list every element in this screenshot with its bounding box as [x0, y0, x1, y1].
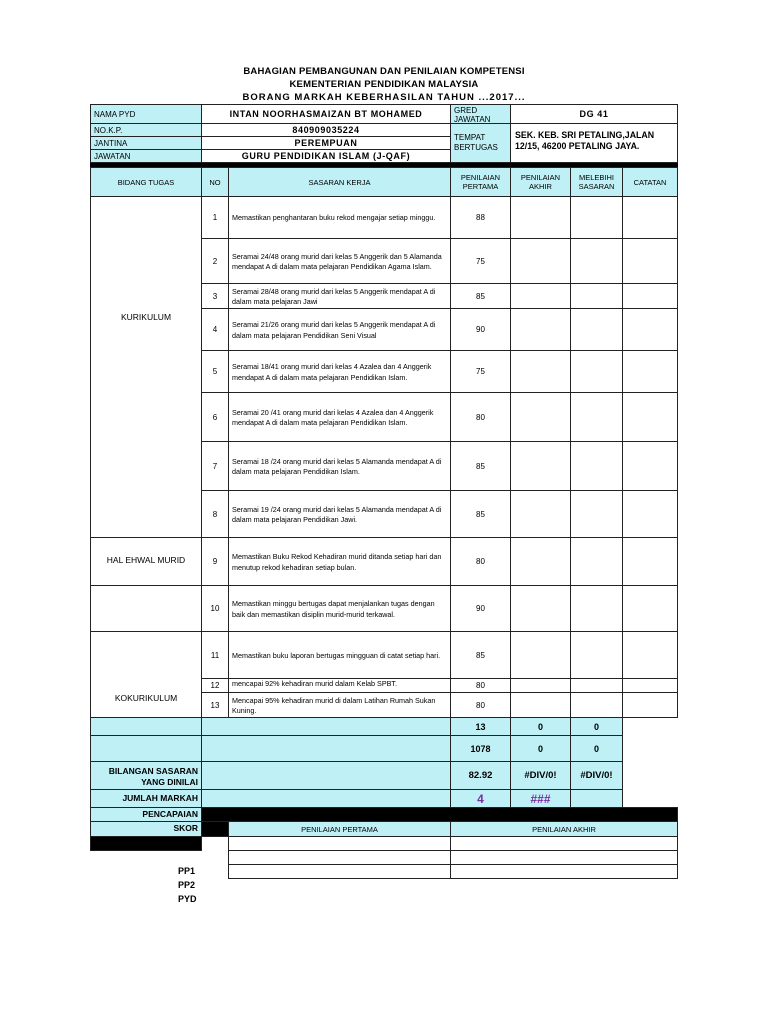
task-no: 5 [201, 350, 229, 393]
bidang-hal-ehwal-murid: HAL EHWAL MURID [90, 537, 202, 586]
form-title: BORANG MARKAH KEBERHASILAN TAHUN ...2017... [242, 92, 526, 103]
avg-melebihi: #DIV/0! [570, 761, 623, 790]
gred-value: DG 41 [510, 104, 678, 124]
task-melebihi [570, 678, 623, 693]
task-catatan [622, 490, 678, 538]
nama-label: NAMA PYD [90, 104, 202, 124]
col-no: NO [201, 167, 229, 197]
summary-count-blank [201, 717, 451, 736]
task-catatan [622, 537, 678, 586]
task-catatan [622, 308, 678, 351]
pencapaian-bar [201, 807, 678, 822]
avg-akhir: #DIV/0! [510, 761, 571, 790]
skor-akhir-cell-2 [450, 850, 678, 865]
pyd-label: PYD [178, 894, 197, 904]
gred-label: GRED JAWATAN [450, 104, 511, 124]
task-text: Seramai 21/26 orang murid dari kelas 5 Anggerik mendapat A di dalam mata pelajaran Pendidikan Seni Visual [228, 308, 451, 351]
task-no: 12 [201, 678, 229, 693]
task-score-pertama: 90 [450, 585, 511, 632]
skor-akhir-cell-1 [450, 836, 678, 851]
task-score-akhir [510, 238, 571, 284]
bilangan-blank [201, 761, 451, 790]
task-catatan [622, 196, 678, 239]
skor-pertama-cell-2 [228, 850, 451, 865]
skor-pertama-header: PENILAIAN PERTAMA [228, 821, 451, 837]
bidang-kurikulum: KURIKULUM [90, 196, 202, 538]
col-sasaran-kerja: SASARAN KERJA [228, 167, 451, 197]
task-no: 4 [201, 308, 229, 351]
col-melebihi-sasaran: MELEBIHI SASARAN [570, 167, 623, 197]
jumlah-melebihi-blank [570, 789, 623, 808]
header-line-1: BAHAGIAN PEMBANGUNAN DAN PENILAIAN KOMPETENSI [243, 66, 525, 77]
task-score-akhir [510, 350, 571, 393]
nama-value: INTAN NOORHASMAIZAN BT MOHAMED [201, 104, 451, 124]
task-score-pertama: 80 [450, 678, 511, 693]
skor-black-bar [90, 836, 202, 851]
task-score-pertama: 80 [450, 692, 511, 718]
pp1-label: PP1 [178, 866, 196, 876]
task-score-akhir [510, 196, 571, 239]
task-melebihi [570, 585, 623, 632]
task-text: Seramai 24/48 orang murid dari kelas 5 Anggerik dan 5 Alamanda mendapat A di dalam mata pelajaran Pendidikan Agama Islam. [228, 238, 451, 284]
task-text: Memastikan Buku Rekod Kehadiran murid ditanda setiap hari dan menutup rekod kehadiran setiap bulan. [228, 537, 451, 586]
jumlah-akhir: ### [510, 789, 571, 808]
task-no: 11 [201, 631, 229, 679]
col-bidang-tugas: BIDANG TUGAS [90, 167, 202, 197]
task-melebihi [570, 350, 623, 393]
pencapaian-label: PENCAPAIAN [90, 807, 202, 822]
task-score-pertama: 85 [450, 631, 511, 679]
skor-akhir-header: PENILAIAN AKHIR [450, 821, 678, 837]
jumlah-blank [201, 789, 451, 808]
task-catatan [622, 283, 678, 309]
skor-pertama-cell-3 [228, 864, 451, 879]
task-score-akhir [510, 392, 571, 442]
sum-pertama: 1078 [450, 735, 511, 762]
task-melebihi [570, 537, 623, 586]
task-melebihi [570, 392, 623, 442]
task-melebihi [570, 308, 623, 351]
skor-label: SKOR [90, 821, 202, 837]
task-melebihi [570, 631, 623, 679]
tempat-value: SEK. KEB. SRI PETALING,JALAN 12/15, 46200 PETALING JAYA. [510, 123, 678, 163]
task-score-pertama: 85 [450, 441, 511, 491]
task-score-pertama: 75 [450, 238, 511, 284]
nokp-value: 840909035224 [201, 123, 451, 137]
task-score-akhir [510, 441, 571, 491]
task-text: Memastikan buku laporan bertugas mingguan di catat setiap hari. [228, 631, 451, 679]
task-score-pertama: 80 [450, 392, 511, 442]
task-text: Memastikan minggu bertugas dapat menjalankan tugas dengan baik dan memastikan disiplin murid-murid terkawal. [228, 585, 451, 632]
task-score-akhir [510, 678, 571, 693]
skor-black-cell [201, 821, 229, 837]
task-text: Seramai 19 /24 orang murid dari kelas 5 Alamanda mendapat A di dalam mata pelajaran Pendidikan Jawi. [228, 490, 451, 538]
count-akhir: 0 [510, 717, 571, 736]
task-no: 9 [201, 537, 229, 586]
sum-akhir: 0 [510, 735, 571, 762]
task-text: Seramai 20 /41 orang murid dari kelas 4 Azalea dan 4 Anggerik mendapat A di dalam mata pelajaran Pendidikan Islam. [228, 392, 451, 442]
task-score-akhir [510, 308, 571, 351]
nokp-label: NO.K.P. [90, 123, 202, 137]
task-catatan [622, 441, 678, 491]
task-text: Seramai 18/41 orang murid dari kelas 4 Azalea dan 4 Anggerik mendapat A di dalam mata pelajaran Pendidikan Islam. [228, 350, 451, 393]
skor-akhir-cell-3 [450, 864, 678, 879]
task-text: Mencapai 95% kehadiran murid di dalam Latihan Rumah Sukan Kuning. [228, 692, 451, 718]
task-score-pertama: 85 [450, 283, 511, 309]
header-line-2: KEMENTERIAN PENDIDIKAN MALAYSIA [289, 79, 479, 90]
task-no: 13 [201, 692, 229, 718]
task-score-akhir [510, 283, 571, 309]
task-no: 1 [201, 196, 229, 239]
task-no: 8 [201, 490, 229, 538]
jumlah-pertama: 4 [450, 789, 511, 808]
task-catatan [622, 238, 678, 284]
jantina-label: JANTINA [90, 136, 202, 150]
task-no: 10 [201, 585, 229, 632]
task-melebihi [570, 196, 623, 239]
tempat-label: TEMPAT BERTUGAS [450, 123, 511, 163]
task-melebihi [570, 238, 623, 284]
task-score-pertama: 80 [450, 537, 511, 586]
task-melebihi [570, 283, 623, 309]
summary-count-label [90, 717, 202, 736]
bilangan-sasaran-label: BILANGAN SASARAN YANG DINILAI [90, 761, 202, 790]
task-score-akhir [510, 692, 571, 718]
task-no: 2 [201, 238, 229, 284]
task-score-pertama: 85 [450, 490, 511, 538]
task-text: mencapai 92% kehadiran murid dalam Kelab SPBT. [228, 678, 451, 693]
jawatan-value: GURU PENDIDIKAN ISLAM (J-QAF) [201, 149, 451, 163]
task-score-akhir [510, 537, 571, 586]
task-catatan [622, 585, 678, 632]
bidang-kokurikulum: KOKURIKULUM [90, 631, 202, 718]
task-catatan [622, 631, 678, 679]
task-no: 7 [201, 441, 229, 491]
count-melebihi: 0 [570, 717, 623, 736]
task-score-akhir [510, 631, 571, 679]
task-score-akhir [510, 585, 571, 632]
task-melebihi [570, 441, 623, 491]
jawatan-label: JAWATAN [90, 149, 202, 163]
task-score-pertama: 75 [450, 350, 511, 393]
col-penilaian-akhir: PENILAIAN AKHIR [510, 167, 571, 197]
task-text: Seramai 18 /24 orang murid dari kelas 5 Alamanda mendapat A di dalam mata pelajaran Pendidikan Islam. [228, 441, 451, 491]
jumlah-markah-label: JUMLAH MARKAH [90, 789, 202, 808]
task-text: Seramai 28/48 orang murid dari kelas 5 Anggerik mendapat A di dalam mata pelajaran Jawi [228, 283, 451, 309]
col-penilaian-pertama: PENILAIAN PERTAMA [450, 167, 511, 197]
count-pertama: 13 [450, 717, 511, 736]
jantina-value: PEREMPUAN [201, 136, 451, 150]
task-score-pertama: 90 [450, 308, 511, 351]
avg-pertama: 82.92 [450, 761, 511, 790]
summary-sum-label [90, 735, 202, 762]
task-melebihi [570, 490, 623, 538]
task-no: 6 [201, 392, 229, 442]
task-text: Memastikan penghantaran buku rekod mengajar setiap minggu. [228, 196, 451, 239]
task-catatan [622, 678, 678, 693]
task-catatan [622, 350, 678, 393]
bidang-blank-1 [90, 585, 202, 632]
pp2-label: PP2 [178, 880, 196, 890]
col-catatan: CATATAN [622, 167, 678, 197]
task-score-akhir [510, 490, 571, 538]
sum-melebihi: 0 [570, 735, 623, 762]
task-melebihi [570, 692, 623, 718]
summary-sum-blank [201, 735, 451, 762]
task-no: 3 [201, 283, 229, 309]
skor-pertama-cell-1 [228, 836, 451, 851]
task-score-pertama: 88 [450, 196, 511, 239]
task-catatan [622, 392, 678, 442]
task-catatan [622, 692, 678, 718]
